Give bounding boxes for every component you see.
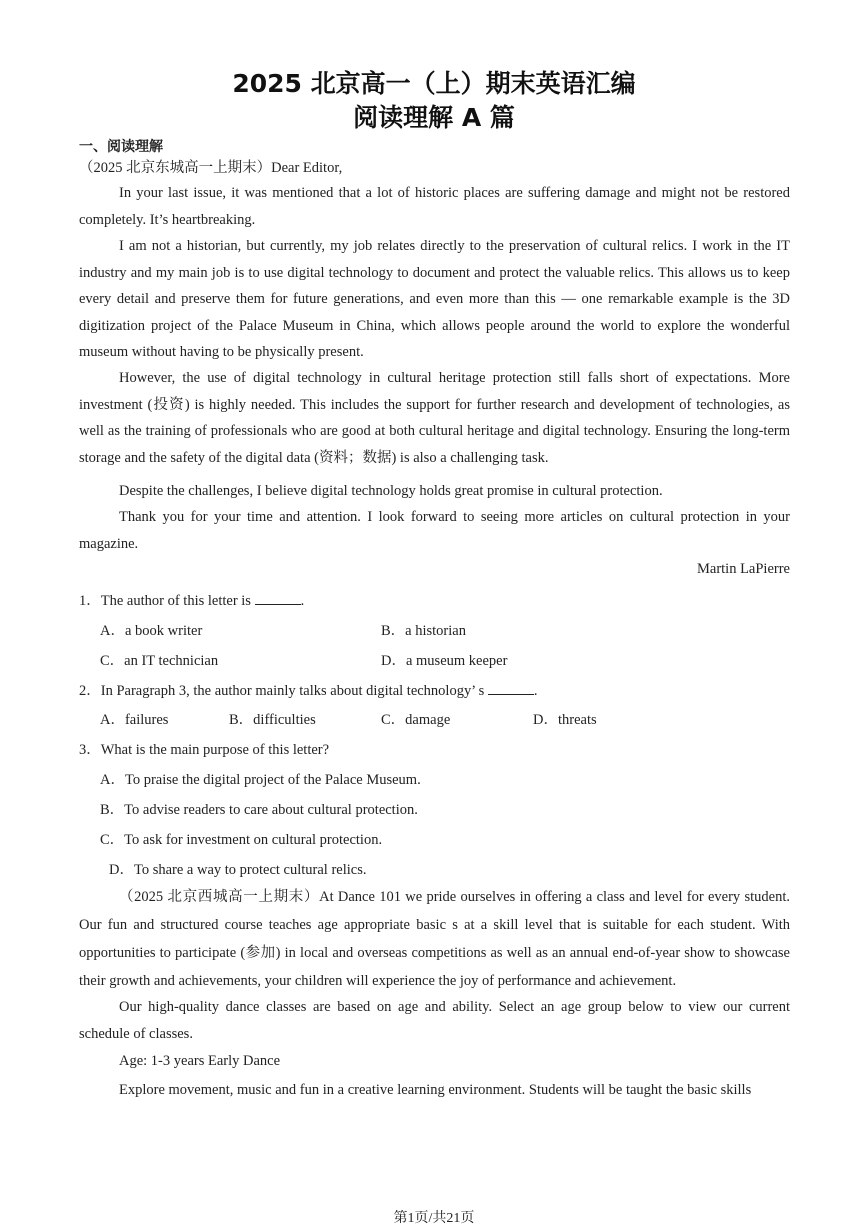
- section-heading: 一、阅读理解: [79, 139, 163, 155]
- passage1-paragraph-3: However, the use of digital technology in cultural heritage protection still falls short of expectations. More investment (投资) is highly needed. This includes the support for further research and development of technologies, as well as the training of professionals who are good at both cultural heritage and digital technology. Ensuring the long-term storage and the safety of the digital data (资料；数据) is also a challenging task.: [79, 370, 790, 466]
- question-1-option-c: C．an IT technician: [100, 653, 219, 669]
- answer-blank: [488, 682, 534, 695]
- page-number: 第1页/共21页: [393, 1211, 475, 1226]
- answer-blank: [255, 592, 301, 605]
- question-2-option-b: B．difficulties: [229, 712, 316, 728]
- question-1-option-d: D．a museum keeper: [381, 653, 508, 669]
- question-2: [79, 679, 538, 700]
- question-3: [79, 738, 329, 759]
- passage1-source-line: （2025 北京东城高一上期末）Dear Editor,: [79, 160, 343, 176]
- question-2-option-c: C．damage: [381, 712, 451, 728]
- question-2-stem: 2．In Paragraph 3, the author mainly talks about digital technology’ s: [79, 683, 488, 699]
- question-3-option-d: D．To share a way to protect cultural relics.: [109, 862, 367, 878]
- question-2-option-d: D．threats: [533, 712, 597, 728]
- question-2-option-a: A．failures: [100, 712, 169, 728]
- page-title: 2025 北京高一（上）期末英语汇编: [232, 69, 636, 98]
- passage1-paragraph-4: Despite the challenges, I believe digital technology holds great promise in cultural protection.: [119, 483, 663, 499]
- question-3-option-c: C．To ask for investment on cultural protection.: [100, 832, 383, 848]
- letter-signature: Martin LaPierre: [696, 561, 790, 577]
- passage1-paragraph-2: I am not a historian, but currently, my job relates directly to the preservation of cultural relics. I work in the IT industry and my main job is to use digital technology to document and protect the valuable relics. This allows us to keep every detail and preserve them for future generations, and even more than this — one remarkable example is the 3D digitization project of the Palace Museum in China, which allows people around the world to explore the wonderful museum without having to be physically present.: [79, 238, 790, 360]
- passage2-age-heading: Age: 1-3 years Early Dance: [119, 1053, 281, 1069]
- passage1-paragraph-1: In your last issue, it was mentioned that a lot of historic places are suffering damage and might not be restored completely. It’s heartbreaking.: [79, 185, 790, 228]
- passage1-paragraph-5: Thank you for your time and attention. I look forward to seeing more articles on cultural protection in your magazine.: [79, 509, 790, 552]
- question-1: [79, 589, 304, 610]
- question-1-option-b: B．a historian: [381, 623, 466, 639]
- question-3-option-b: B．To advise readers to care about cultural protection.: [100, 802, 418, 818]
- question-3-stem: 3．What is the main purpose of this letter?: [79, 742, 330, 758]
- page-subtitle: 阅读理解 A 篇: [353, 103, 515, 132]
- question-1-stem-end: .: [300, 593, 305, 609]
- question-3-option-a: A．To praise the digital project of the Palace Museum.: [100, 772, 421, 788]
- question-1-stem: 1．The author of this letter is: [79, 593, 255, 609]
- passage2-paragraph-2: Our high-quality dance classes are based on age and ability. Select an age group below to view our current schedule of classes.: [79, 999, 790, 1042]
- passage2-paragraph-3: Explore movement, music and fun in a creative learning environment. Students will be taught the basic skills: [119, 1082, 752, 1098]
- question-2-stem-end: .: [533, 683, 538, 699]
- passage2-paragraph-1: （2025 北京西城高一上期末）At Dance 101 we pride ourselves in offering a class and level for every student. Our fun and structured course teaches age appropriate basic s at a skill level that is suitable for each student. With opportunities to participate (参加) in local and overseas competitions as well as an annual end-of-year show to showcase their growth and achievements, your children will experience the joy of performance and achievement.: [79, 889, 790, 989]
- question-1-option-a: A．a book writer: [100, 623, 203, 639]
